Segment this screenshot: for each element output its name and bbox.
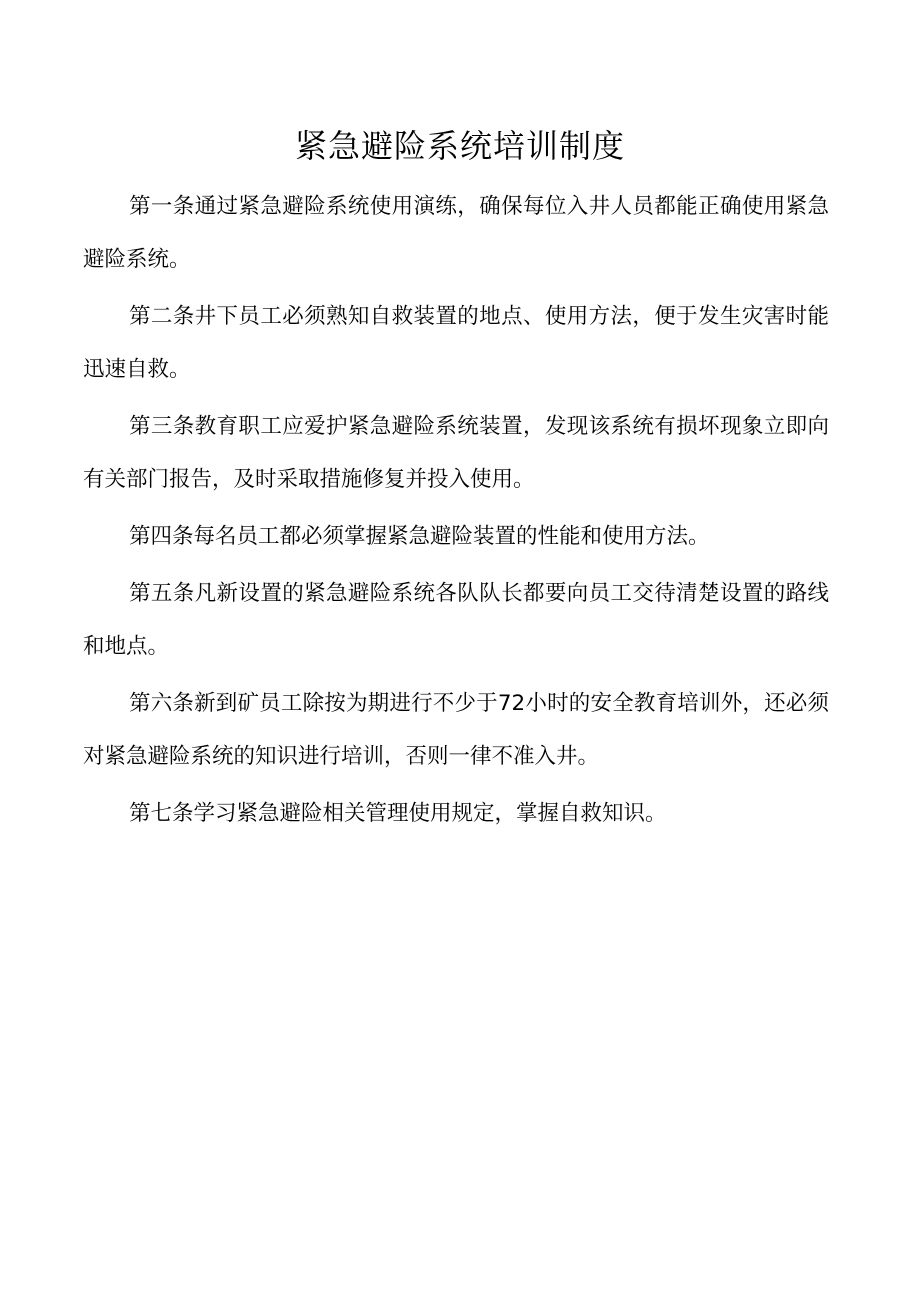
article-7: 第七条学习紧急避险相关管理使用规定，掌握自救知识。 [129, 801, 667, 826]
article-3: 第三条教育职工应爱护紧急避险系统装置，发现该系统有损坏现象立即向有关部门报告，及时采取措施修复并投入使用。 [83, 414, 829, 492]
document-body [83, 180, 829, 844]
article-2: 第二条井下员工必须熟知自救装置的地点、使用方法，便于发生灾害时能迅速自救。 [83, 304, 829, 382]
article-5: 第五条凡新设置的紧急避险系统各队队长都要向员工交待清楚设置的路线和地点。 [83, 581, 829, 659]
article-6: 第六条新到矿员工除按为期进行不少于72小时的安全教育培训外，还必须对紧急避险系统的知识进行培训，否则一律不准入井。 [83, 691, 829, 769]
document-title: 紧急避险系统培训制度 [294, 127, 625, 165]
article-4: 第四条每名员工都必须掌握紧急避险装置的性能和使用方法。 [129, 524, 710, 549]
article-1: 第一条通过紧急避险系统使用演练，确保每位入井人员都能正确使用紧急避险系统。 [83, 194, 829, 272]
